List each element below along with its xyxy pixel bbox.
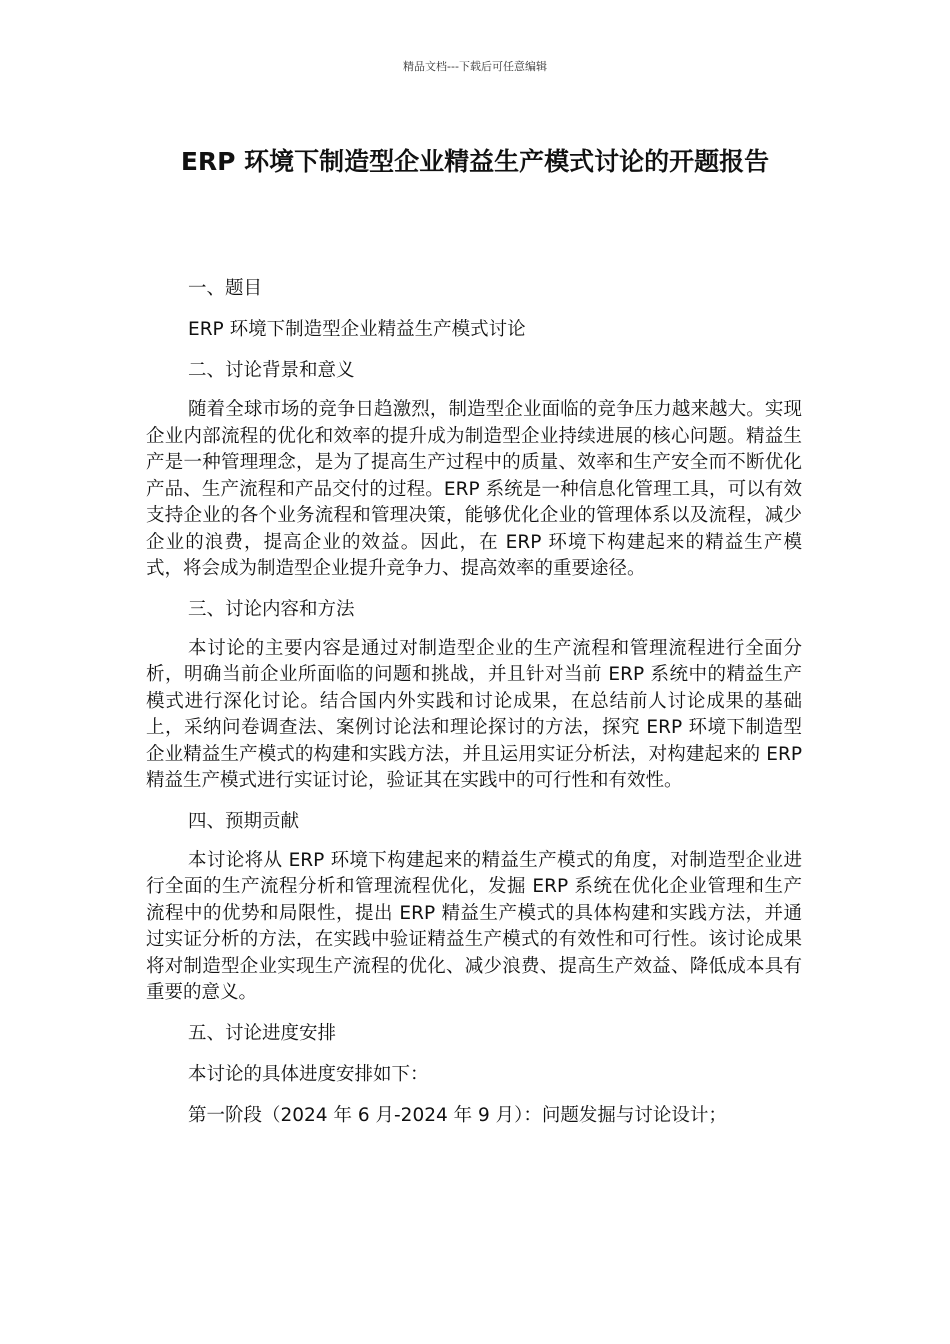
document-title: ERP 环境下制造型企业精益生产模式讨论的开题报告 bbox=[180, 147, 770, 176]
section-heading-topic: 一、题目 bbox=[188, 278, 263, 299]
section-heading-background: 二、讨论背景和意义 bbox=[188, 360, 355, 381]
schedule-phase-1: 第一阶段（2024 年 6 月-2024 年 9 月）：问题发掘与讨论设计； bbox=[188, 1104, 727, 1126]
schedule-intro: 本讨论的具体进度安排如下： bbox=[188, 1063, 429, 1085]
contribution-paragraph: 本讨论将从 ERP 环境下构建起来的精益生产模式的角度，对制造型企业进行全面的生产流程分析和管理流程优化，发掘 ERP 系统在优化企业管理和生产流程中的优势和局限性，提出 ERP 精益生产模式的具体构建和实践方法，并通过实证分析的方法，在实践中验证精益生产模式的有效性和可行性。该讨论成果将对制造型企业实现生产流程的优化、减少浪费、提高生产效益、降低成本具有重要的意义。 bbox=[146, 849, 802, 1003]
section-heading-contribution: 四、预期贡献 bbox=[188, 810, 300, 832]
section-heading-schedule: 五、讨论进度安排 bbox=[188, 1022, 337, 1044]
background-paragraph: 随着全球市场的竞争日趋激烈，制造型企业面临的竞争压力越来越大。实现企业内部流程的优化和效率的提升成为制造型企业持续进展的核心问题。精益生产是一种管理理念，是为了提高生产过程中的质量、效率和生产安全而不断优化产品、生产流程和产品交付的过程。ERP 系统是一种信息化管理工具，可以有效支持企业的各个业务流程和管理决策，能够优化企业的管理体系以及流程，减少企业的浪费，提高企业的效益。因此，在 ERP 环境下构建起来的精益生产模式，将会成为制造型企业提升竞争力、提高效率的重要途径。 bbox=[146, 399, 802, 579]
document-body bbox=[146, 270, 802, 1138]
content-method-paragraph: 本讨论的主要内容是通过对制造型企业的生产流程和管理流程进行全面分析，明确当前企业所面临的问题和挑战，并且针对当前 ERP 系统中的精益生产模式进行深化讨论。结合国内外实践和讨论成果，在总结前人讨论成果的基础上，采纳问卷调查法、案例讨论法和理论探讨的方法，探究 ERP 环境下制造型企业精益生产模式的构建和实践方法，并且运用实证分析法，对构建起来的 ERP 精益生产模式进行实证讨论，验证其在实践中的可行性和有效性。 bbox=[146, 637, 802, 791]
section-heading-content-method: 三、讨论内容和方法 bbox=[188, 598, 355, 620]
page-header-note: 精品文档---下载后可任意编辑 bbox=[403, 60, 547, 73]
topic-text: ERP 环境下制造型企业精益生产模式讨论 bbox=[188, 319, 526, 340]
